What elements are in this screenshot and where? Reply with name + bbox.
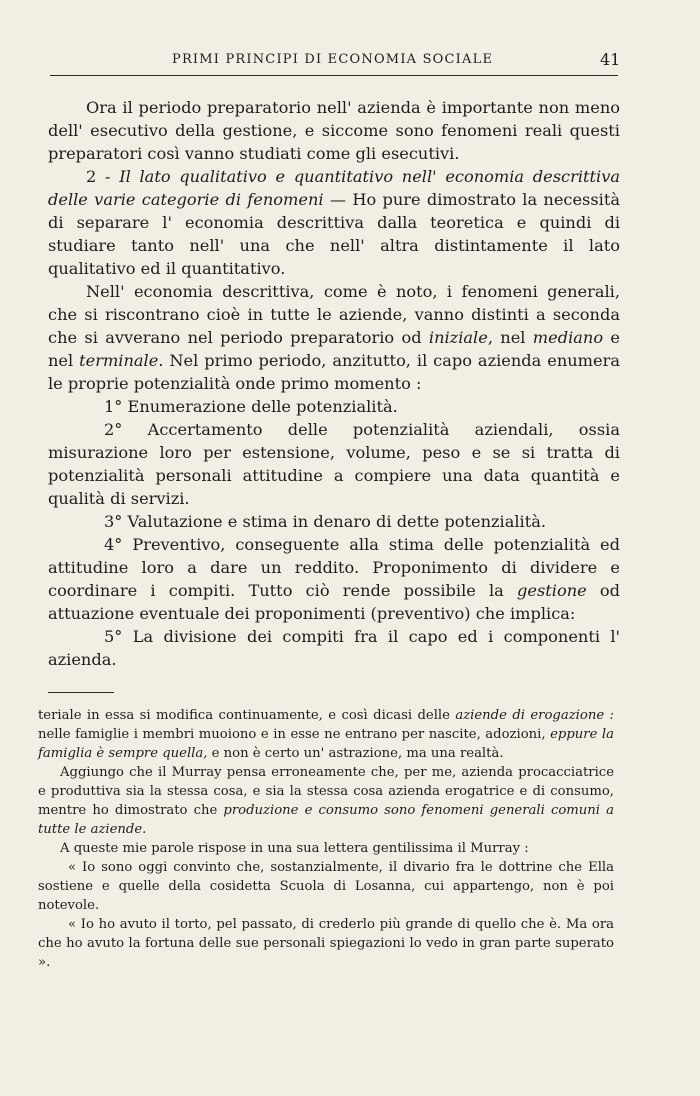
paragraph — [48, 280, 620, 395]
footnote-quote: « Io ho avuto il torto, pel passato, di crederlo più grande di quello che è. Ma ora che ho avuto la fortuna delle sue personali spiegazioni lo vedo in gran parte superato ». — [38, 917, 614, 970]
text-run: nelle famiglie i membri muoiono e in esse ne entrano per nascite, adozioni, — [38, 727, 551, 742]
text-run: . Nel primo periodo, anzitutto, il capo azienda enumera le proprie potenzialità onde primo momento : — [48, 351, 620, 393]
list-item — [48, 533, 620, 625]
list-item: 5° La divisione dei compiti fra il capo ed i componenti l' azienda. — [48, 627, 620, 669]
list-item: 3° Valutazione e stima in denaro di dette potenzialità. — [104, 512, 547, 531]
text-run: , nel — [487, 328, 533, 347]
list-item: 1° Enumerazione delle potenzialità. — [104, 397, 398, 416]
page-number: 41 — [600, 50, 621, 69]
emphasis: produzione e consumo sono fenomeni generali comuni a tutte le aziende. — [38, 803, 614, 837]
emphasis: aziende di erogazione : — [455, 708, 614, 723]
text-run: Nell' economia descrittiva, come è noto, i fenomeni generali, che si riscontrano cioè in tutte le aziende, vanno distinti a seconda che si avverano nel periodo preparatorio od — [48, 282, 620, 347]
footnotes — [38, 706, 614, 972]
emphasis: mediano — [532, 328, 604, 347]
emphasis: iniziale — [428, 328, 488, 347]
list-item: 2° Accertamento delle potenzialità aziendali, ossia misurazione loro per estensione, volume, peso e se si tratta di potenzialità personali attitudine a compiere una data quantità e qualità di servizi. — [48, 420, 620, 508]
text-run: teriale in essa si modifica continuamente, e così dicasi delle — [38, 708, 456, 723]
section-heading: Il lato qualitativo e quantitativo nell' economia descrittiva delle varie categorie di fenomeni — [48, 167, 620, 209]
footnote — [38, 706, 614, 763]
text-run: Aggiungo che il Murray pensa erroneamente che, per me, azienda procacciatrice e produttiva sia la stessa cosa, e sia la stessa cosa azienda erogatrice e di consumo, mentre ho dimostrato che — [38, 765, 614, 818]
footnote-quote: « Io sono oggi convinto che, sostanzialmente, il divario fra le dottrine che Ella sostiene e quelle della cosidetta Scuola di Losanna, cui appartengo, non è poi notevole. — [38, 860, 614, 913]
footnote — [38, 763, 614, 839]
emphasis: terminale — [79, 351, 159, 370]
paragraph: Ora il periodo preparatorio nell' azienda è importante non meno dell' esecutivo della gestione, e siccome sono fenomeni reali questi preparatori così vanno studiati come gli esecutivi. — [48, 98, 620, 163]
paragraph-text: — Ho pure dimostrato la necessità di separare l' economia descrittiva dalla teoretica e quindi di studiare tanto nell' una che nell' altra distintamente il lato qualitativo ed il quantitativo. — [48, 190, 620, 278]
emphasis: eppure la famiglia è sempre quella, — [38, 727, 614, 761]
footnote-rule — [48, 692, 114, 693]
text-run: od attuazione eventuale dei proponimenti (preventivo) che implica: — [48, 581, 620, 623]
header-rule — [50, 75, 618, 76]
text-run: e non è certo un' astrazione, ma una realtà. — [207, 746, 504, 761]
footnote: A queste mie parole rispose in una sua lettera gentilissima il Murray : — [60, 841, 529, 856]
text-run: e nel — [48, 328, 620, 370]
section-paragraph — [48, 165, 620, 280]
running-head: PRIMI PRINCIPI DI ECONOMIA SOCIALE — [172, 52, 494, 67]
emphasis: gestione — [517, 581, 587, 600]
main-text — [48, 96, 620, 671]
text-run: 4° Preventivo, conseguente alla stima delle potenzialità ed attitudine loro a dare un reddito. Proponimento di dividere e coordinare i compiti. Tutto ciò rende possibile la — [48, 535, 620, 600]
section-number: 2 - — [86, 167, 120, 186]
